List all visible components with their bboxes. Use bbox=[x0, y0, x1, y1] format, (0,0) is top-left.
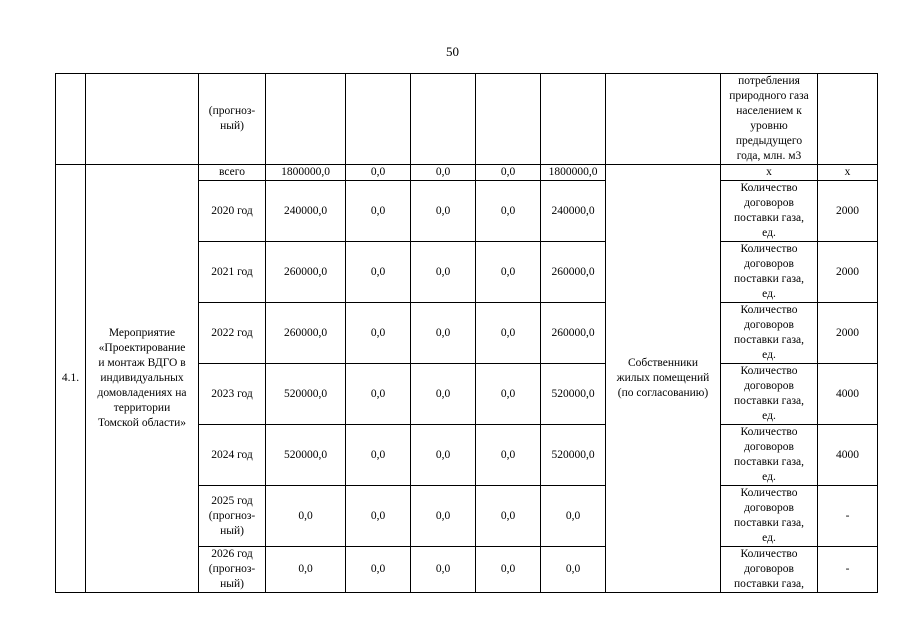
value-cell: 0,0 bbox=[411, 364, 476, 425]
total-cell: 260000,0 bbox=[266, 242, 346, 303]
year-cell: 2021 год bbox=[199, 242, 266, 303]
value-cell: 0,0 bbox=[346, 165, 411, 181]
value-cell: 520000,0 bbox=[541, 425, 606, 486]
year-cell: (прогноз- ный) bbox=[199, 74, 266, 165]
value-cell: 1800000,0 bbox=[541, 165, 606, 181]
value-cell: 0,0 bbox=[476, 425, 541, 486]
indicator-cell: Количество договоров поставки газа, ед. bbox=[721, 425, 818, 486]
value-cell: 240000,0 bbox=[541, 181, 606, 242]
value-cell: 0,0 bbox=[346, 547, 411, 593]
page-number: 50 bbox=[446, 44, 459, 59]
year-cell: 2026 год (прогноз- ный) bbox=[199, 547, 266, 593]
value-cell: 0,0 bbox=[411, 486, 476, 547]
value-cell: 0,0 bbox=[476, 181, 541, 242]
year-cell: 2020 год bbox=[199, 181, 266, 242]
value-cell: 260000,0 bbox=[541, 303, 606, 364]
value-cell: 0,0 bbox=[476, 547, 541, 593]
value-cell: 0,0 bbox=[476, 364, 541, 425]
target-value-cell: 2000 bbox=[818, 242, 878, 303]
continuation-row bbox=[56, 74, 878, 165]
empty-cell bbox=[818, 74, 878, 165]
total-cell: 260000,0 bbox=[266, 303, 346, 364]
value-cell: 0,0 bbox=[476, 303, 541, 364]
year-cell: всего bbox=[199, 165, 266, 181]
target-value-cell: 2000 bbox=[818, 181, 878, 242]
empty-cell bbox=[56, 74, 86, 165]
table-row bbox=[56, 165, 878, 181]
total-cell: 0,0 bbox=[266, 547, 346, 593]
target-value-cell: - bbox=[818, 547, 878, 593]
indicator-cell: Количество договоров поставки газа, ед. bbox=[721, 364, 818, 425]
total-cell: 520000,0 bbox=[266, 425, 346, 486]
indicator-cell: Количество договоров поставки газа, ед. bbox=[721, 242, 818, 303]
empty-cell bbox=[541, 74, 606, 165]
target-value-cell: - bbox=[818, 486, 878, 547]
indicator-cell: Количество договоров поставки газа, bbox=[721, 547, 818, 593]
target-value-cell: 4000 bbox=[818, 425, 878, 486]
value-cell: 0,0 bbox=[346, 486, 411, 547]
empty-cell bbox=[86, 74, 199, 165]
target-value-cell: х bbox=[818, 165, 878, 181]
value-cell: 0,0 bbox=[346, 425, 411, 486]
value-cell: 0,0 bbox=[411, 242, 476, 303]
value-cell: 0,0 bbox=[346, 364, 411, 425]
value-cell: 0,0 bbox=[346, 303, 411, 364]
value-cell: 0,0 bbox=[541, 547, 606, 593]
indicator-cell: Количество договоров поставки газа, ед. bbox=[721, 303, 818, 364]
indicator-cell: Количество договоров поставки газа, ед. bbox=[721, 486, 818, 547]
target-value-cell: 2000 bbox=[818, 303, 878, 364]
empty-cell bbox=[266, 74, 346, 165]
year-cell: 2022 год bbox=[199, 303, 266, 364]
year-cell: 2025 год (прогноз- ный) bbox=[199, 486, 266, 547]
target-value-cell: 4000 bbox=[818, 364, 878, 425]
value-cell: 0,0 bbox=[476, 486, 541, 547]
executor-cell: Собственники жилых помещений (по согласованию) bbox=[606, 165, 721, 593]
empty-cell bbox=[476, 74, 541, 165]
empty-cell bbox=[346, 74, 411, 165]
year-cell: 2023 год bbox=[199, 364, 266, 425]
measure-name: Мероприятие «Проектирование и монтаж ВДГО в индивидуальных домовладениях на территории Томской области» bbox=[86, 165, 199, 593]
total-cell: 240000,0 bbox=[266, 181, 346, 242]
value-cell: 0,0 bbox=[346, 181, 411, 242]
empty-cell bbox=[411, 74, 476, 165]
year-cell: 2024 год bbox=[199, 425, 266, 486]
value-cell: 0,0 bbox=[476, 242, 541, 303]
value-cell: 0,0 bbox=[411, 303, 476, 364]
value-cell: 0,0 bbox=[346, 242, 411, 303]
value-cell: 0,0 bbox=[476, 165, 541, 181]
program-table bbox=[55, 73, 878, 593]
value-cell: 0,0 bbox=[411, 547, 476, 593]
empty-cell bbox=[606, 74, 721, 165]
total-cell: 1800000,0 bbox=[266, 165, 346, 181]
total-cell: 520000,0 bbox=[266, 364, 346, 425]
indicator-cell: х bbox=[721, 165, 818, 181]
value-cell: 0,0 bbox=[411, 425, 476, 486]
value-cell: 0,0 bbox=[411, 181, 476, 242]
value-cell: 260000,0 bbox=[541, 242, 606, 303]
indicator-cell: потребления природного газа населением к уровню предыдущего года, млн. м3 bbox=[721, 74, 818, 165]
measure-number: 4.1. bbox=[56, 165, 86, 593]
value-cell: 0,0 bbox=[541, 486, 606, 547]
total-cell: 0,0 bbox=[266, 486, 346, 547]
indicator-cell: Количество договоров поставки газа, ед. bbox=[721, 181, 818, 242]
value-cell: 520000,0 bbox=[541, 364, 606, 425]
value-cell: 0,0 bbox=[411, 165, 476, 181]
